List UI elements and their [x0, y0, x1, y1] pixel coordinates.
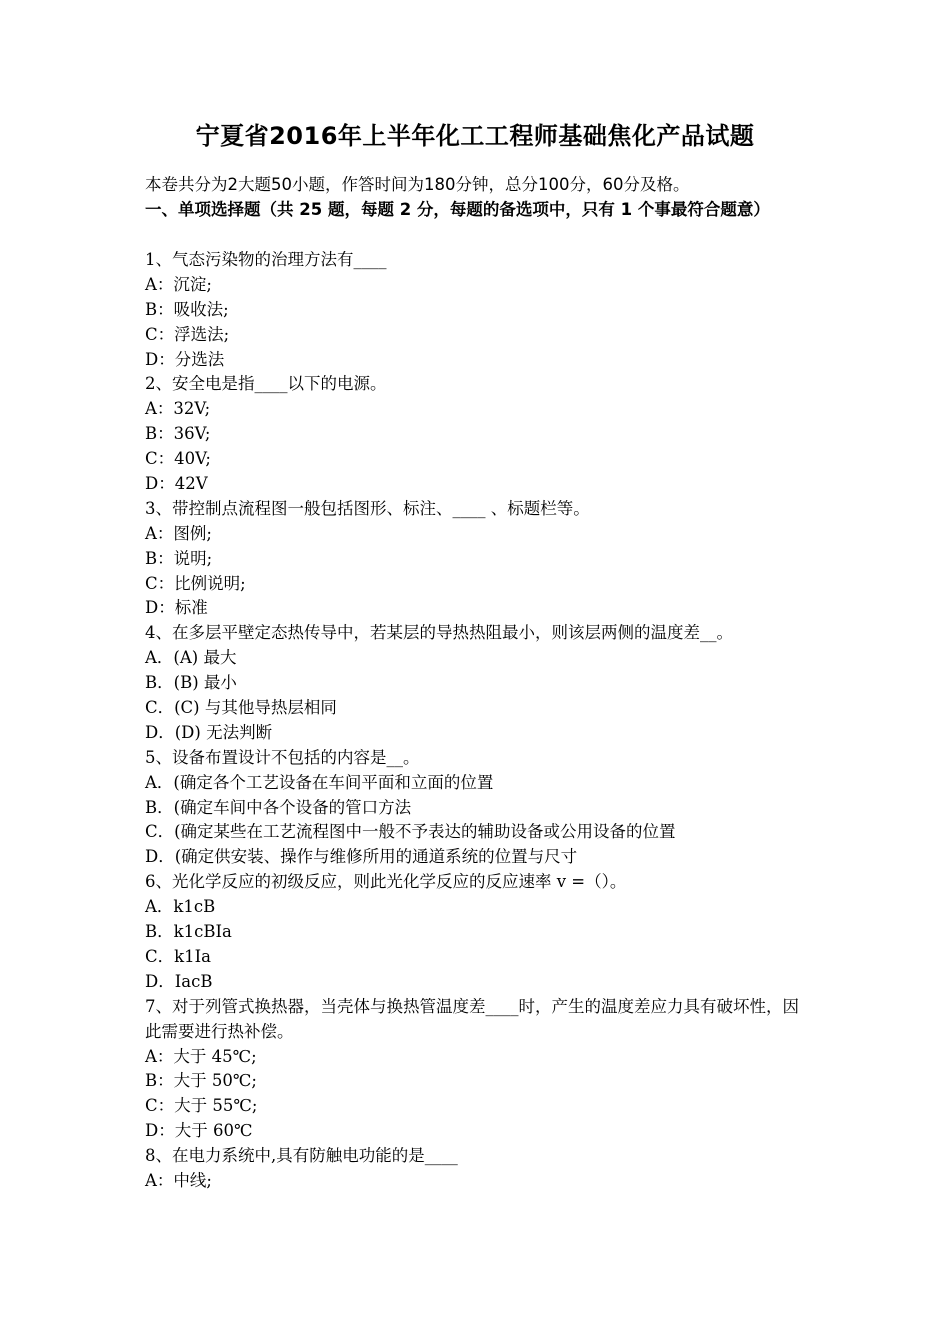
- question-list: [145, 248, 815, 1194]
- document-title: 宁夏省2016年上半年化工工程师基础焦化产品试题: [195, 122, 755, 150]
- question-option: A：图例;: [145, 523, 212, 543]
- question-option: C．(C) 与其他导热层相同: [145, 698, 337, 718]
- question-option: D：分选法: [145, 349, 225, 369]
- question-3: [145, 497, 815, 621]
- question-option: C．k1Ia: [145, 946, 211, 966]
- question-option: C：浮选法;: [145, 324, 230, 344]
- question-stem: 1、气态污染物的治理方法有____: [145, 250, 387, 269]
- question-5: [145, 746, 815, 870]
- question-stem: 4、在多层平壁定态热传导中，若某层的导热热阻最小，则该层两侧的温度差__。: [145, 623, 733, 643]
- question-option: D：42V: [145, 474, 208, 494]
- question-2: [145, 372, 815, 496]
- question-option: A．(确定各个工艺设备在车间平面和立面的位置: [145, 772, 494, 792]
- question-option: B．(确定车间中各个设备的管口方法: [145, 797, 412, 817]
- question-option: D．IacB: [145, 971, 213, 991]
- question-option: D：大于 60℃: [145, 1121, 253, 1141]
- question-option: A：沉淀;: [145, 274, 212, 294]
- question-option: D：标准: [145, 598, 208, 618]
- question-option: B：36V;: [145, 424, 211, 444]
- question-stem: 7、对于列管式换热器，当壳体与换热管温度差____时，产生的温度差应力具有破坏性，因此需要进行热补偿。: [145, 996, 799, 1041]
- question-stem: 6、光化学反应的初级反应，则此光化学反应的反应速率 v =（）。: [145, 872, 627, 892]
- question-4: [145, 621, 815, 745]
- question-stem: 5、设备布置设计不包括的内容是__。: [145, 747, 420, 767]
- question-option: B：大于 50℃;: [145, 1071, 257, 1091]
- question-option: B．k1cBIa: [145, 922, 232, 942]
- exam-intro: 本卷共分为2大题50小题，作答时间为180分钟，总分100分，60分及格。: [145, 175, 690, 194]
- section-heading: 一、单项选择题（共 25 题，每题 2 分，每题的备选项中，只有 1 个事最符合题意）: [145, 200, 770, 219]
- question-stem: 2、安全电是指____以下的电源。: [145, 374, 387, 394]
- question-stem: 8、在电力系统中,具有防触电功能的是____: [145, 1146, 458, 1166]
- question-option: A：32V;: [145, 399, 211, 419]
- question-option: B．(B) 最小: [145, 673, 237, 693]
- question-option: C．(确定某些在工艺流程图中一般不予表达的辅助设备或公用设备的位置: [145, 822, 676, 842]
- question-option: A：中线;: [145, 1170, 212, 1190]
- question-option: B：说明;: [145, 548, 213, 568]
- question-option: C：比例说明;: [145, 573, 246, 593]
- question-option: B：吸收法;: [145, 299, 229, 319]
- question-option: C：40V;: [145, 449, 211, 469]
- question-1: [145, 248, 815, 372]
- question-6: [145, 870, 815, 994]
- question-option: D．(确定供安装、操作与维修所用的通道系统的位置与尺寸: [145, 847, 578, 867]
- question-7: [145, 995, 815, 1144]
- question-option: A：大于 45℃;: [145, 1046, 257, 1066]
- question-option: A．(A) 最大: [145, 648, 237, 668]
- question-8: [145, 1144, 815, 1194]
- question-option: A．k1cB: [145, 897, 216, 917]
- question-option: D．(D) 无法判断: [145, 722, 273, 742]
- question-stem: 3、带控制点流程图一般包括图形、标注、____ 、标题栏等。: [145, 498, 590, 518]
- question-option: C：大于 55℃;: [145, 1096, 258, 1116]
